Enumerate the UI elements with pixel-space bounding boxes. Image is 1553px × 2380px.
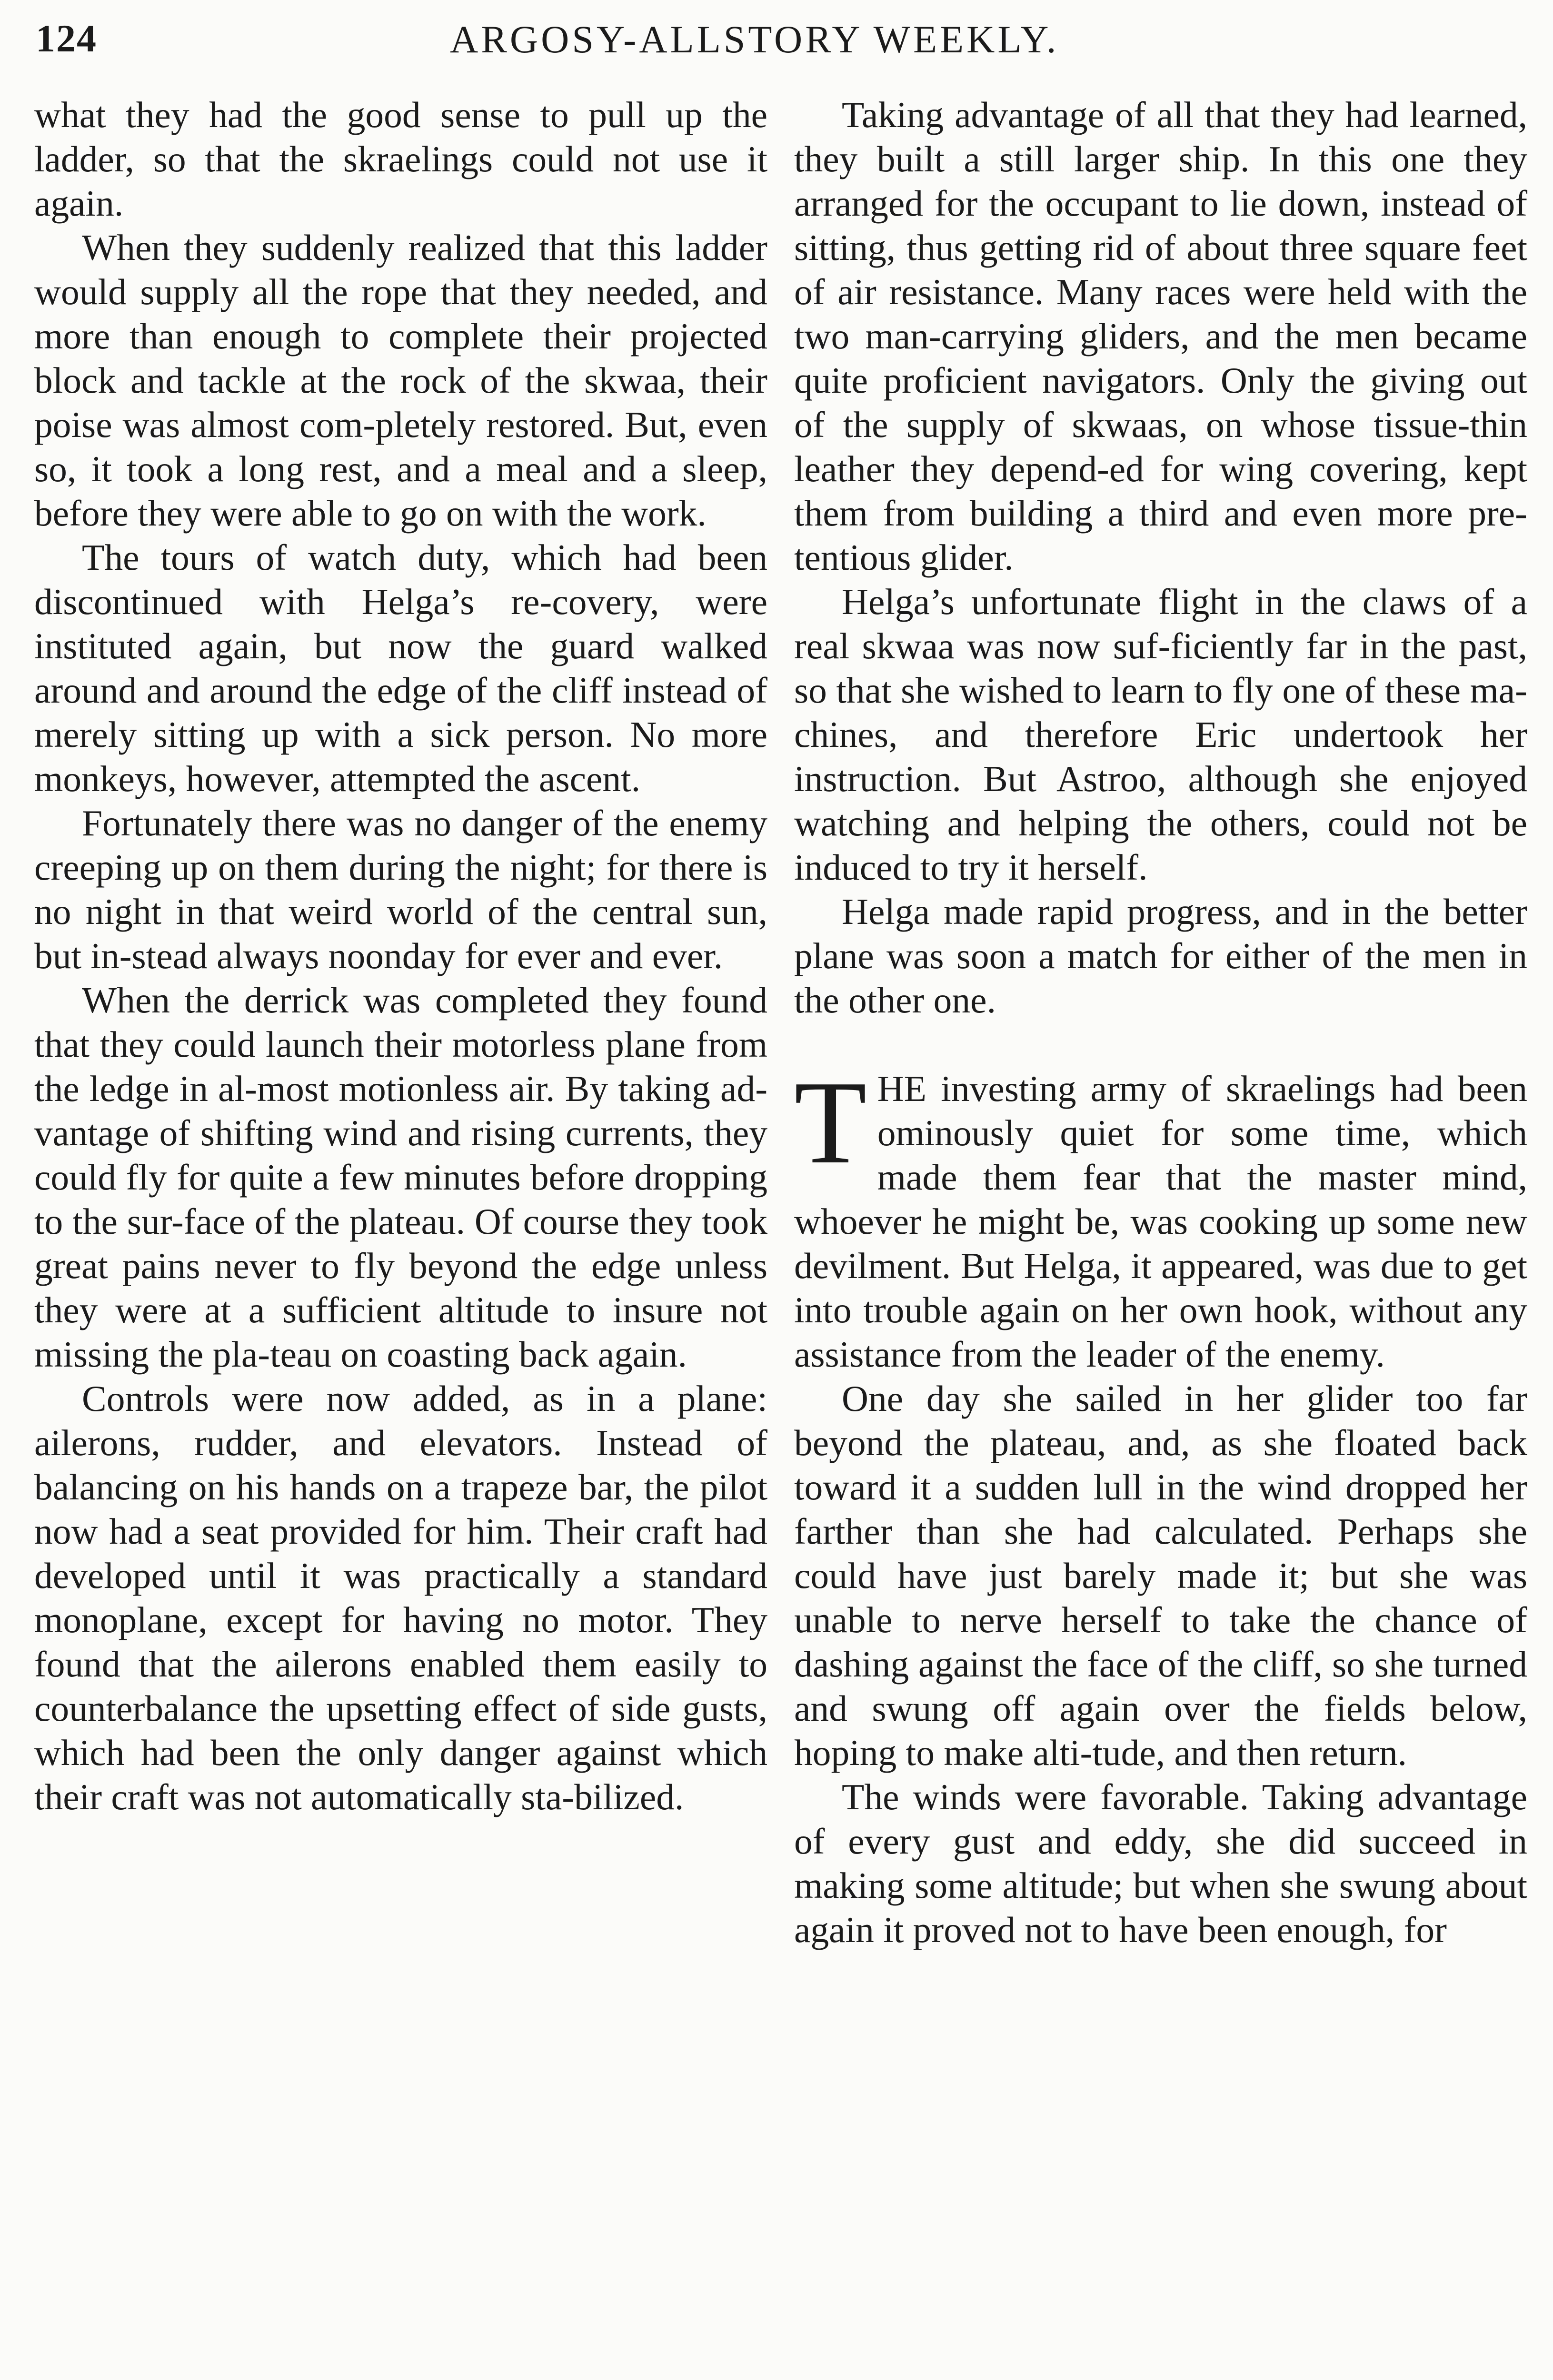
page-number: 124 <box>36 17 97 60</box>
paragraph: Helga made rapid progress, and in the better plane was soon a match for either of the men in the other one. <box>794 891 1527 1021</box>
drop-cap: T <box>794 1057 867 1189</box>
running-head: ARGOSY-ALLSTORY WEEKLY. <box>450 18 1059 61</box>
paragraph: The winds were favorable. Taking advantage of every gust and eddy, she did succeed in making some altitude; but when she swung about again it proved not to have been enough, for <box>794 1776 1527 1950</box>
right-column <box>794 93 1527 2380</box>
paragraph: When the derrick was completed they found that they could launch their motorless plane from the ledge in al-most motionless air. By taking ad-vantage of shifting wind and rising currents, they could fly for quite a few minutes before dropping to the sur-face of the plateau. Of course they took great pains never to fly beyond the edge unless they were at a sufficient altitude to insure not missing the pla-teau on coasting back again. <box>34 980 767 1375</box>
page-header <box>36 10 1517 76</box>
paragraph: When they suddenly realized that this ladder would supply all the rope that they needed, and more than enough to complete their projected block and tackle at the rock of the skwaa, their poise was almost com-pletely restored. But, even so, it took a long rest, and a meal and a sleep, before they were able to go on with the work. <box>34 227 767 534</box>
drop-cap-paragraph-text: HE investing army of skraelings had been ominously quiet for some time, which made them fear that the master mind, whoever he might be, was cooking up some new devilment. But Helga, it appeared, was due to get into trouble again on her own hook, without any assistance from the leader of the enemy. <box>794 1068 1527 1375</box>
section-opening-paragraph <box>794 1057 1527 1377</box>
paragraph: Fortunately there was no danger of the enemy creeping up on them during the night; for there is no night in that weird world of the central sun, but in-stead always noonday for ever and ever. <box>34 803 767 976</box>
paragraph: Taking advantage of all that they had learned, they built a still larger ship. In this one they arranged for the occupant to lie down, instead of sitting, thus getting rid of about three square feet of air resistance. Many races were held with the two man-carrying gliders, and the men became quite proficient navigators. Only the giving out of the supply of skwaas, on whose tissue-thin leather they depend-ed for wing covering, kept them from building a third and even more pre-tentious glider. <box>794 94 1527 578</box>
section-break <box>794 1022 1527 1067</box>
paragraph: Helga’s unfortunate flight in the claws of a real skwaa was now suf-ficiently far in the past, so that she wished to learn to fly one of these ma-chines, and therefore Eric undertook her instruction. But Astroo, although she enjoyed watching and helping the others, could not be induced to try it herself. <box>794 581 1527 888</box>
left-column <box>34 93 767 2380</box>
paragraph: what they had the good sense to pull up the ladder, so that the skraelings could not use it again. <box>34 94 767 224</box>
paragraph: The tours of watch duty, which had been discontinued with Helga’s re-covery, were instituted again, but now the guard walked around and around the edge of the cliff instead of merely sitting up with a sick person. No more monkeys, however, attempted the ascent. <box>34 537 767 799</box>
paragraph: One day she sailed in her glider too far beyond the plateau, and, as she floated back toward it a sudden lull in the wind dropped her farther than she had calculated. Perhaps she could have just barely made it; but she was unable to nerve herself to take the chance of dashing against the face of the cliff, so she turned and swung off again over the fields below, hoping to make alti-tude, and then return. <box>794 1378 1527 1773</box>
paragraph: Controls were now added, as in a plane: ailerons, rudder, and elevators. Instead of balancing on his hands on a trapeze bar, the pilot now had a seat provided for him. Their craft had developed until it was practically a standard monoplane, except for having no motor. They found that the ailerons enabled them easily to counterbalance the upsetting effect of side gusts, which had been the only danger against which their craft was not automatically sta-bilized. <box>34 1378 767 1817</box>
